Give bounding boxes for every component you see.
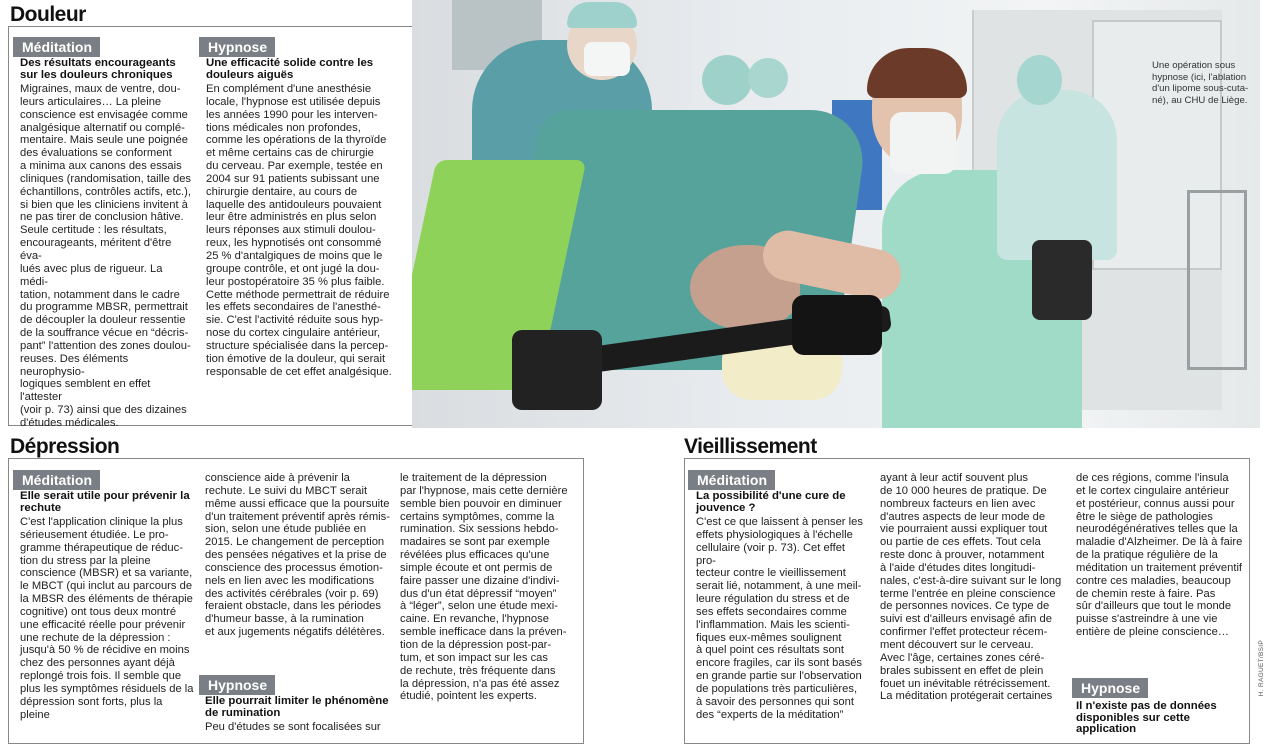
text-line: leur postopératoire 35 % plus faible. [206, 275, 385, 288]
text-line: laquelle des antidouleurs pouvaient [206, 198, 382, 211]
text-line: confirmer l'effet protecteur récem- [880, 626, 1048, 639]
text-line: à “léger”, selon une étude mexi- [400, 600, 558, 613]
text-line: nales, c'est-à-dire suivant sur le long [880, 574, 1062, 587]
text-line: tion du stress par la pleine [20, 554, 151, 567]
text-line: si bien que les cliniciens invitent à [20, 198, 188, 211]
text-line: semble bien pouvoir en diminuer [400, 497, 562, 510]
text-line: les années 1990 pour les interven- [206, 108, 378, 121]
text-line: serait lié, notamment, à une meil- [696, 580, 862, 593]
text-line: tion émotive de la douleur, qui serait [206, 352, 386, 365]
photo-surgeon-back-2 [748, 58, 788, 98]
depression-col1-text [20, 516, 194, 722]
photo-nurse-mask [890, 112, 956, 174]
depression-hypnose-subtitle: Elle pourrait limiter le phénomène de rumination [205, 695, 389, 719]
text-line: sie. C'est l'activité réduite sous hyp- [206, 314, 384, 327]
text-line: nombreux facteurs en lien avec [880, 497, 1036, 510]
section-title-depression: Dépression [10, 435, 120, 458]
tag-label: Hypnose [199, 675, 275, 695]
text-line: encore fragiles, car ils sont basés [696, 657, 863, 670]
text-line: ment découvert sur le cerveau. [880, 638, 1034, 651]
text-line: de populations très particulières, [696, 682, 858, 695]
text-line: à l'aide d'études dites longitudi- [880, 561, 1036, 574]
text-line: La méditation protégerait certaines [880, 690, 1053, 703]
text-line: la MBSR des éléments de thérapie [20, 593, 193, 606]
depression-col2 [205, 472, 391, 639]
text-line: révélées plus efficaces qu'une [400, 549, 550, 562]
depression-col3-text [400, 472, 580, 703]
text-line: simple écoute et ont permis de [400, 561, 553, 574]
text-line: nose du cortex cingulaire antérieur, [206, 327, 381, 340]
vieillissement-col1 [696, 491, 868, 722]
text-line: feraient obstacle, dans les périodes [205, 600, 382, 613]
text-line: en grande partie sur l'observation [696, 670, 862, 683]
depression-hypnose-col2-text [205, 721, 391, 734]
text-line: maladie d'Alzheimer. De là à faire [1076, 536, 1243, 549]
vieillissement-meditation-tag [688, 470, 775, 490]
text-line: d'un traitement préventif après rémis- [205, 510, 390, 523]
text-line: une rechute de la dépression : [20, 631, 171, 644]
text-line: conscience est envisagée comme [20, 108, 188, 121]
text-line: neurodégénératives telles que la [1076, 523, 1238, 536]
photo-surgeon-left-mask [584, 42, 630, 76]
text-line: leurs réponses aux stimuli doulou- [206, 224, 376, 237]
text-line: locale, l'hypnose est utilisée depuis [206, 95, 381, 108]
text-line: conscience aide à prévenir la [205, 472, 350, 484]
text-line: du cerveau. Par exemple, testée en [206, 160, 383, 173]
text-line: conscience (MBSR) et sa variante, [20, 567, 193, 580]
text-line: 2015. Le changement de perception [205, 536, 385, 549]
text-line: cellulaire (voir p. 73). Cet effet pro- [696, 541, 846, 567]
section-title-douleur: Douleur [10, 3, 86, 26]
text-line: de 10 000 heures de pratique. De [880, 484, 1047, 497]
vieillissement-col3-text [1076, 472, 1246, 639]
text-line: du programme MBSR, permettrait [20, 301, 188, 314]
text-line: plus les symptômes résiduels de la [20, 682, 194, 695]
text-line: sion, selon une étude publiée en [205, 523, 367, 536]
text-line: de chemin reste à faire. Pas [1076, 587, 1216, 600]
text-line: Avec l'âge, certaines zones céré- [880, 651, 1045, 664]
text-line: mentaire. Mais seule une poignée [20, 134, 188, 147]
text-line: de rechute, très fréquente dans [400, 664, 556, 677]
depression-hypnose-col2 [205, 696, 391, 734]
douleur-hypnose-text [206, 83, 402, 378]
text-line: vie pourraient aussi expliquer tout [880, 523, 1048, 536]
text-line: et aux jugements négatifs délétères. [205, 626, 385, 639]
photo-equipment-clamp [792, 295, 882, 355]
text-line: comme les opérations de la thyroïde [206, 134, 387, 147]
tag-label: Méditation [688, 470, 775, 490]
text-line: Migraines, maux de ventre, dou- [20, 83, 181, 95]
text-line: d'humeur basse, à la rumination [205, 613, 364, 626]
photo-nurse-hair [867, 48, 967, 98]
tag-label: Méditation [13, 37, 100, 57]
operation-photo [412, 0, 1260, 428]
text-line: à quel point ces résultats sont [696, 644, 845, 657]
vieillissement-col1-text [696, 516, 868, 722]
text-line: madaires se sont par exemple [400, 536, 550, 549]
text-line: cognitive) ont tous deux montré [20, 605, 177, 618]
text-line: En complément d'une anesthésie [206, 83, 372, 95]
douleur-hypnose-tag [199, 37, 275, 57]
text-line: logiques semblent en effet l'attester [20, 378, 151, 404]
text-line: C'est ce que laissent à penser les [696, 516, 863, 528]
text-line: des pensées négatives et la prise de [205, 549, 387, 562]
text-line: effets physiologiques à l'échelle [696, 528, 853, 541]
text-line: a minima aux canons des essais [20, 160, 182, 173]
text-line: étudié, pointent les experts. [400, 690, 537, 703]
text-line: responsable de cet effet analgésique. [206, 365, 392, 378]
text-line: sûr d'ailleurs que tout le monde [1076, 600, 1232, 613]
text-line: 2004 sur 91 patients subissant une [206, 172, 380, 185]
text-line: tion de la dépression post-par- [400, 638, 552, 651]
photo-caption: Une opération sous hypnose (ici, l'ablation d'un lipome sous-cuta-né), au CHU de Liège. [1152, 60, 1249, 106]
text-line: de ces régions, comme l'insula [1076, 472, 1229, 484]
text-line: la dépression, n'a pas été assez [400, 677, 560, 690]
text-line: (voir p. 73) ainsi que des dizaines [20, 404, 187, 417]
text-line: chez des personnes ayant déjà [20, 657, 175, 670]
text-line: leure régulation du stress et de [696, 593, 850, 606]
text-line: nels en lien avec les modifications [205, 574, 375, 587]
douleur-meditation-column [20, 58, 192, 430]
depression-col1 [20, 491, 194, 722]
depression-meditation-tag [13, 470, 100, 490]
photo-cart-right [1187, 190, 1247, 370]
text-line: de découpler la douleur ressentie [20, 314, 186, 327]
photo-equipment-base [512, 330, 602, 410]
text-line: Peu d'études se sont focalisées sur [205, 721, 381, 733]
text-line: des activités cérébrales (voir p. 69) [205, 587, 379, 600]
text-line: certains symptômes, comme la [400, 510, 555, 523]
text-line: faire passer une dizaine d'indivi- [400, 574, 560, 587]
text-line: tions médicales non profondes, [206, 121, 361, 134]
text-line: C'est l'application clinique la plus [20, 516, 183, 528]
text-line: ses effets secondaires comme [696, 605, 847, 618]
vieillissement-hypnose-tag [1072, 678, 1148, 698]
tag-label: Hypnose [199, 37, 275, 57]
text-line: reux, les hypnotisés ont consommé [206, 237, 382, 250]
text-line: de la souffrance vécue en “décris- [20, 327, 189, 340]
text-line: puisse s'astreindre à une vie [1076, 613, 1218, 626]
text-line: analgésique alternatif ou complé- [20, 121, 185, 134]
text-line: structure spécialisée dans la percep- [206, 339, 389, 352]
text-line: Seule certitude : les résultats, [20, 224, 167, 237]
photo-machine-right [1032, 240, 1092, 320]
text-line: échantillons, contrôles actifs, etc.), [20, 185, 191, 198]
text-line: à savoir des personnes qui sont [696, 695, 854, 708]
text-line: méditation un traitement préventif [1076, 561, 1243, 574]
text-line: fiques eux-mêmes soulignent [696, 631, 842, 644]
photo-surgeon-back [702, 55, 752, 105]
depression-col3 [400, 472, 580, 703]
vieillissement-hypnose-col [1076, 701, 1246, 738]
douleur-hypnose-column [206, 58, 402, 378]
vieillissement-col3 [1076, 472, 1246, 639]
text-line: terme l'entrée en pleine conscience [880, 587, 1056, 600]
douleur-meditation-tag [13, 37, 100, 57]
text-line: et postérieur, connus aussi pour [1076, 497, 1235, 510]
text-line: leurs articulaires… La pleine [20, 95, 162, 108]
text-line: être le siège de pathologies [1076, 510, 1213, 523]
text-line: dépression sont forts, plus la pleine [20, 695, 163, 721]
vieillissement-hypnose-subtitle: Il n'existe pas de données disponibles sur cette application [1076, 700, 1217, 735]
text-line: tation, notamment dans le cadre [20, 288, 180, 301]
text-line: groupe contrôle, et ont jugé la dou- [206, 262, 380, 275]
text-line: et le cortex cingulaire antérieur [1076, 484, 1229, 497]
text-line: reste donc à prouver, notamment [880, 549, 1045, 562]
text-line: lués avec plus de rigueur. La médi- [20, 262, 163, 288]
photo-credit: H. RAGUET/BSIP [1258, 640, 1265, 697]
text-line: des évaluations se conforment [20, 147, 172, 160]
photo-surgeon-left-cap [567, 2, 637, 28]
text-line: les effets secondaires de l'anesthé- [206, 301, 381, 314]
depression-col2-text [205, 472, 391, 639]
text-line: encourageants, méritent d'être éva- [20, 237, 172, 262]
text-line: brales subissent en effet de plein [880, 664, 1044, 677]
text-line: tum, et son impact sur les cas [400, 651, 548, 664]
text-line: 25 % d'antalgiques de moins que le [206, 249, 383, 262]
depression-hypnose-tag [199, 675, 275, 695]
tag-label: Méditation [13, 470, 100, 490]
photo-person-right [997, 90, 1117, 260]
douleur-hypnose-subtitle: Une efficacité solide contre les douleurs aiguës [206, 57, 374, 81]
text-line: contre ces maladies, beaucoup [1076, 574, 1231, 587]
text-line: rechute. Le suivi du MBCT serait [205, 484, 368, 497]
text-line: gramme thérapeutique de réduc- [20, 541, 183, 554]
text-line: d'autres aspects de leur mode de [880, 510, 1046, 523]
text-line: Cette méthode permettrait de réduire [206, 288, 390, 301]
text-line: le MBCT (qui inclut au parcours de [20, 580, 193, 593]
text-line: caine. En revanche, l'hypnose [400, 613, 549, 626]
text-line: d'études médicales. [20, 416, 119, 429]
text-line: de la pratique régulière de la [1076, 549, 1218, 562]
photo-person-right-head [1017, 55, 1062, 105]
text-line: rumination. Six sessions hebdo- [400, 523, 559, 536]
text-line: et même certains cas de chirurgie [206, 147, 374, 160]
text-line: de personnes novices. Ce type de [880, 600, 1050, 613]
text-line: des “experts de la méditation” [696, 708, 844, 721]
text-line: une efficacité réelle pour prévenir [20, 618, 186, 631]
text-line: semble inefficace dans la préven- [400, 626, 567, 639]
section-title-vieillissement: Vieillissement [684, 435, 817, 458]
douleur-meditation-text [20, 83, 192, 430]
text-line: tecteur contre le vieillissement [696, 567, 846, 580]
text-line: par l'hypnose, mais cette dernière [400, 484, 568, 497]
text-line: replongé trois fois. Il semble que [20, 670, 182, 683]
vieillissement-col2-text [880, 472, 1064, 703]
vieillissement-col2 [880, 472, 1064, 703]
text-line: le traitement de la dépression [400, 472, 547, 484]
text-line: sérieusement étudiée. Le pro- [20, 528, 169, 541]
text-line: l'inflammation. Mais les scienti- [696, 618, 850, 631]
text-line: leur être administrés en plus selon [206, 211, 377, 224]
text-line: reuses. Des éléments neurophysio- [20, 352, 129, 378]
text-line: fouet un inévitable rétrécissement. [880, 677, 1051, 690]
text-line: suivi est d'ailleurs envisagé afin de [880, 613, 1052, 626]
vieillissement-meditation-subtitle: La possibilité d'une cure de jouvence ? [696, 490, 846, 514]
text-line: ou partie de ces effets. Tout cela [880, 536, 1041, 549]
tag-label: Hypnose [1072, 678, 1148, 698]
text-line: dus d'un état dépressif “moyen” [400, 587, 557, 600]
text-line: cliniques (randomisation, taille des [20, 172, 192, 185]
text-line: chirurgie dentaire, au cours de [206, 185, 358, 198]
text-line: conscience des processus émotion- [205, 561, 383, 574]
text-line: même aussi efficace que la poursuite [205, 497, 390, 510]
text-line: jusqu'à 50 % de récidive en moins [20, 644, 190, 657]
text-line: ayant à leur actif souvent plus [880, 472, 1029, 484]
text-line: pant” l'attention des zones doulou- [20, 339, 191, 352]
text-line: ne pas tirer de conclusion hâtive. [20, 211, 184, 224]
depression-meditation-subtitle: Elle serait utile pour prévenir la rechute [20, 490, 190, 514]
text-line: entière de pleine conscience… [1076, 626, 1229, 639]
douleur-meditation-subtitle: Des résultats encourageants sur les douleurs chroniques [20, 57, 176, 81]
